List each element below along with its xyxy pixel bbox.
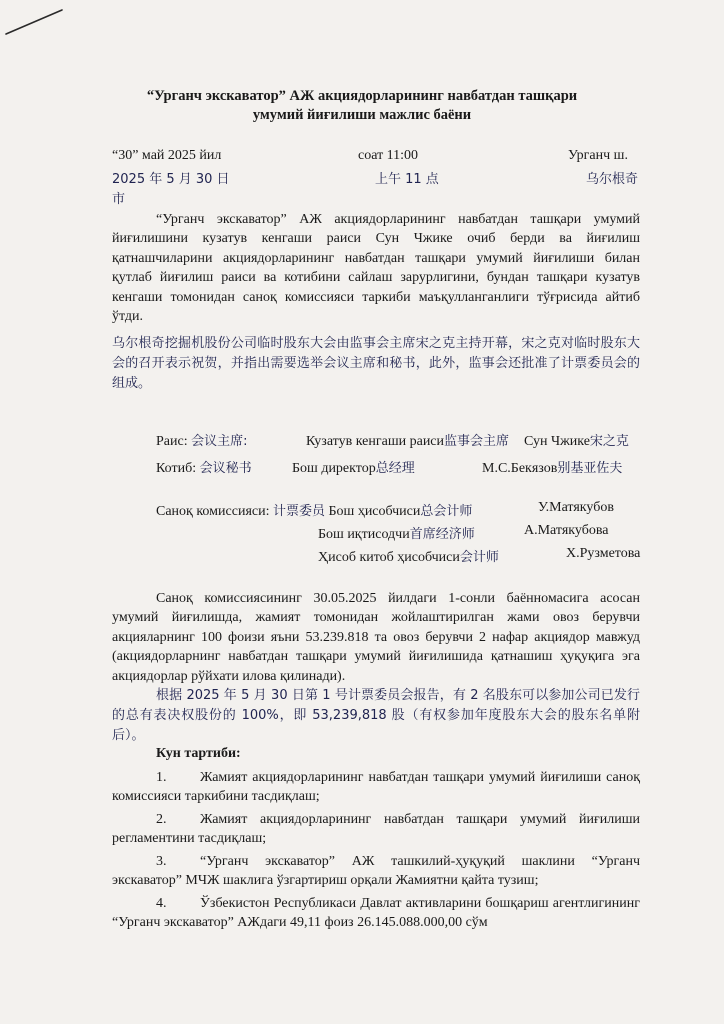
secretary-row bbox=[156, 457, 252, 477]
chair-role-cn: 监事会主席 bbox=[444, 434, 510, 449]
meeting-time: соат 11:00 bbox=[358, 148, 419, 163]
document-title-line2: умумий йиғилиши мажлис баёни bbox=[252, 107, 472, 123]
quorum-paragraph: Саноқ комиссиясининг 30.05.2025 йилдаги 1-сонли баённомасига асосан умумий йиғилишда, жамият томонидан жойлаштирилган жами овоз берувчи акцияларнинг 100 фоизи яъни 53.239.818 та овоз берувчи 2 нафар акциядор мавжуд (акциядорларнинг навбатдан ташқари умумий йиғилишида қатнашиш ҳуқуқига эга акциядорлар рўйхати илова қилинади). bbox=[112, 591, 640, 684]
commission-member-role-cn: 首席经济师 bbox=[409, 527, 475, 542]
chair-label-cn: 会议主席: bbox=[191, 434, 248, 449]
intro-paragraph-cn: 乌尔根奇挖掘机股份公司临时股东大会由监事会主席宋之克主持开幕，宋之克对临时股东大会的召开表示祝贺，并指出需要选举会议主席和秘书，此外，监事会还批准了计票委员会的组成。 bbox=[112, 336, 640, 391]
chair-row bbox=[156, 430, 248, 450]
commission-member-name: У.Матякубов bbox=[538, 500, 614, 515]
intro-paragraph: “Урганч экскаватор” АЖ акциядорларининг навбатдан ташқари умумий йиғилишини кузатув кенгаши раиси Сун Чжике очиб берди ва йиғилиш қатнашчиларини акциядорларининг навбатдан ташқари умумий йиғилиши билан қутлаб йиғилиш раиси ва котибини сайлаш зарурлигини, бундан ташқари кузатув кенгаши томонидан саноқ комиссияси таркиби маъқулланганлиги тўғрисида айтиб ўтди. bbox=[112, 212, 640, 325]
commission-member-role: Бош ҳисобчиси bbox=[328, 504, 421, 519]
agenda-item bbox=[112, 810, 640, 849]
agenda-item-number: 2. bbox=[156, 812, 167, 827]
secretary-role-cn: 总经理 bbox=[375, 461, 415, 476]
agenda-item-number: 1. bbox=[156, 770, 167, 785]
secretary-role-text: Бош директор bbox=[292, 461, 376, 476]
commission-row-2 bbox=[318, 523, 475, 543]
meeting-date: “30” май 2025 йил bbox=[112, 148, 222, 163]
agenda-item-number: 4. bbox=[156, 896, 167, 911]
chair-label: Раис: bbox=[156, 434, 188, 449]
agenda-item bbox=[112, 894, 640, 933]
secretary-name bbox=[482, 457, 622, 477]
meeting-city-cn: 乌尔根奇 bbox=[586, 172, 639, 187]
agenda-heading: Кун тартиби: bbox=[156, 746, 241, 761]
agenda-item bbox=[112, 768, 640, 807]
agenda-item-text: Жамият акциядорларининг навбатдан ташқари умумий йиғилиши саноқ комиссияси таркибини тасдиқлаш; bbox=[112, 770, 640, 805]
commission-member-role-cn: 总会计师 bbox=[420, 504, 473, 519]
commission-member-role: Бош иқтисодчи bbox=[318, 527, 410, 542]
secretary-name-text: М.С.Бекязов bbox=[482, 461, 558, 476]
agenda-item-text: Жамият акциядорларининг навбатдан ташқари умумий йиғилиши регламентини тасдиқлаш; bbox=[112, 812, 640, 847]
agenda-item-number: 3. bbox=[156, 854, 167, 869]
agenda-item bbox=[112, 852, 640, 891]
chair-name bbox=[524, 430, 629, 450]
quorum-paragraph-cn: 根据 2025 年 5 月 30 日第 1 号计票委员会报告，有 2 名股东可以参加公司已发行的总有表决权股份的 100%，即 53,239,818 股（有权参加年度股东大会的股东名单附后）。 bbox=[112, 688, 640, 743]
secretary-label: Котиб: bbox=[156, 461, 197, 476]
secretary-role bbox=[292, 457, 415, 477]
meeting-city: Урганч ш. bbox=[568, 148, 628, 163]
secretary-name-cn: 别基亚佐夫 bbox=[557, 461, 623, 476]
commission-member-name: А.Матякубова bbox=[524, 523, 609, 538]
commission-member-role-cn: 会计师 bbox=[459, 550, 499, 565]
commission-member-name: Х.Рузметова bbox=[566, 546, 641, 561]
agenda-item-text: “Урганч экскаватор” АЖ ташкилий-ҳуқуқий шаклини “Урганч экскаватор” МЧЖ шаклига ўзгартириш орқали Жамиятни қайта тузиш; bbox=[112, 854, 640, 889]
commission-row-3 bbox=[318, 546, 499, 566]
chair-name-cn: 宋之克 bbox=[589, 434, 629, 449]
chair-role-text: Кузатув кенгаши раиси bbox=[306, 434, 445, 449]
secretary-label-cn: 会议秘书 bbox=[199, 461, 252, 476]
chair-role bbox=[306, 430, 509, 450]
meeting-time-cn: 上午 11 点 bbox=[375, 172, 439, 187]
agenda-item-text: Ўзбекистон Республикаси Давлат активларини бошқариш агентлигининг “Урганч экскаватор” АЖдаги 49,11 фоиз 26.145.088.000,00 сўм bbox=[112, 896, 640, 931]
meeting-date-cn: 2025 年 5 月 30 日 bbox=[112, 172, 230, 187]
commission-row-1 bbox=[156, 500, 472, 520]
document-title-line1: “Урганч экскаватор” АЖ акциядорларининг навбатдан ташқари bbox=[146, 88, 578, 104]
commission-member-role: Ҳисоб китоб ҳисобчиси bbox=[318, 550, 460, 565]
commission-label-cn: 计票委员 bbox=[272, 504, 325, 519]
commission-label: Саноқ комиссияси: bbox=[156, 504, 270, 519]
pen-stroke-mark bbox=[0, 0, 80, 40]
meeting-city-cn-cont: 市 bbox=[112, 192, 126, 207]
chair-name-text: Сун Чжике bbox=[524, 434, 590, 449]
